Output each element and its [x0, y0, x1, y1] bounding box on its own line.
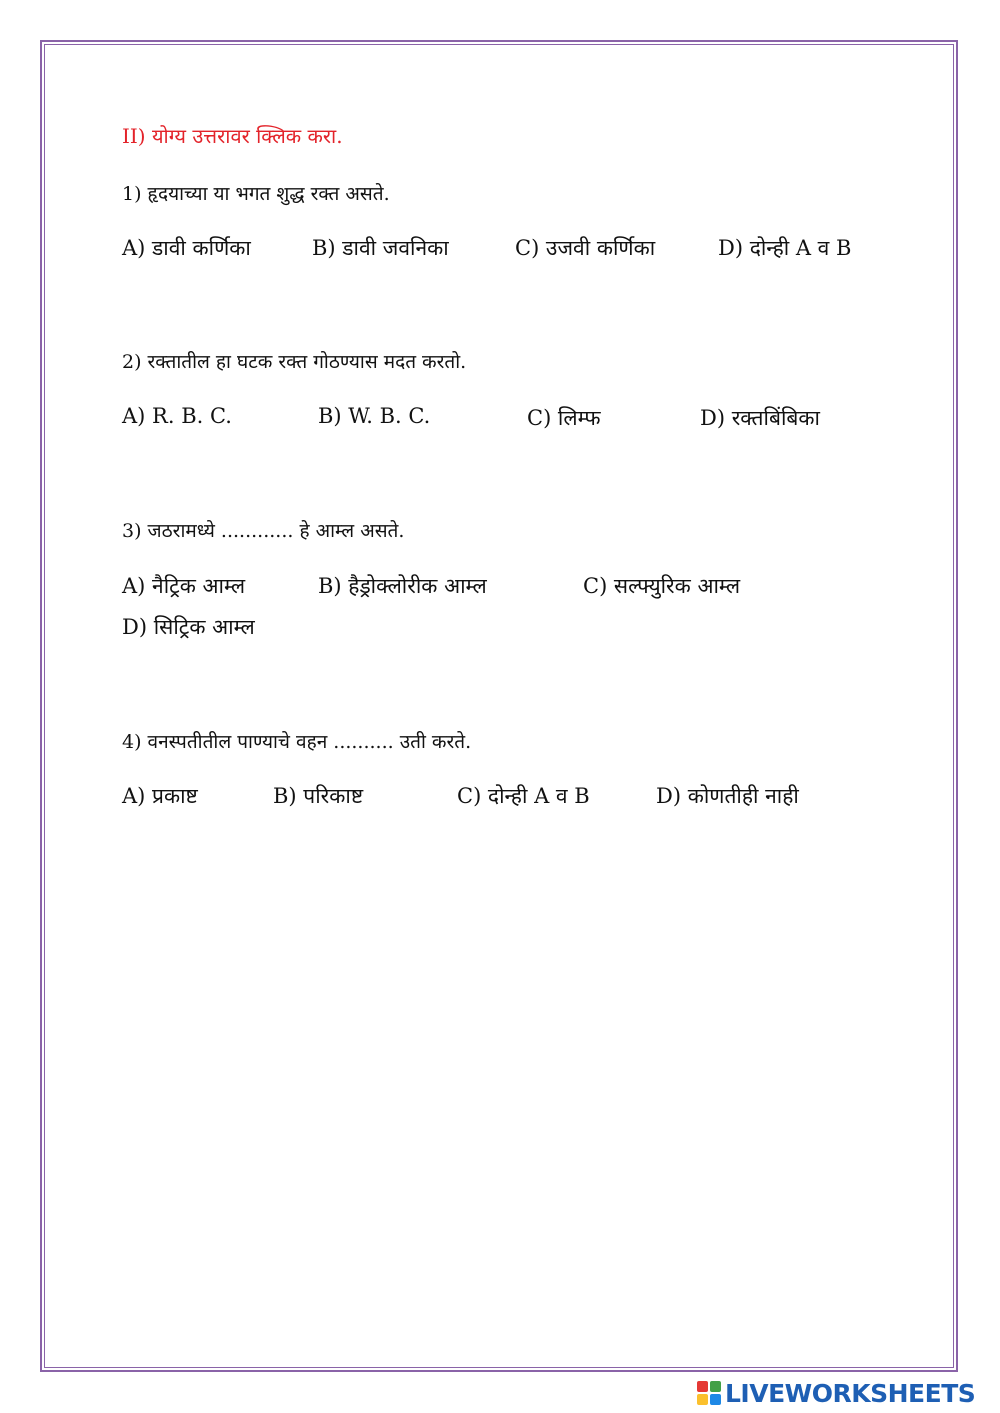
q3-option-b[interactable]: B) हैड्रोक्लोरीक आम्ल — [318, 574, 487, 598]
liveworksheets-logo-icon — [697, 1381, 721, 1405]
liveworksheets-logo[interactable] — [697, 1379, 975, 1407]
question-3: 3) जठरामध्ये ............ हे आम्ल असते. — [122, 520, 405, 542]
q3-option-d[interactable]: D) सिट्रिक आम्ल — [122, 615, 255, 639]
q2-option-d[interactable]: D) रक्तबिंबिका — [700, 406, 820, 430]
section-title: II) योग्य उत्तरावर क्लिक करा. — [122, 124, 343, 148]
question-1: 1) हृदयाच्या या भगत शुद्ध रक्त असते. — [122, 183, 390, 205]
q2-option-b[interactable]: B) W. B. C. — [318, 404, 431, 428]
q4-option-c[interactable]: C) दोन्ही A व B — [457, 784, 590, 808]
q1-option-b[interactable]: B) डावी जवनिका — [312, 236, 449, 260]
q1-option-a[interactable]: A) डावी कर्णिका — [122, 236, 251, 260]
logo-text: LIVEWORKSHEETS — [725, 1378, 976, 1408]
q3-option-c[interactable]: C) सल्फ्युरिक आम्ल — [583, 574, 741, 598]
q2-option-a[interactable]: A) R. B. C. — [122, 404, 232, 428]
q2-option-c[interactable]: C) लिम्फ — [527, 406, 601, 430]
q4-option-b[interactable]: B) परिकाष्ट — [273, 784, 364, 808]
question-2: 2) रक्तातील हा घटक रक्त गोठण्यास मदत करतो. — [122, 351, 467, 373]
q1-option-d[interactable]: D) दोन्ही A व B — [718, 236, 852, 260]
q1-option-c[interactable]: C) उजवी कर्णिका — [515, 236, 656, 260]
question-4: 4) वनस्पतीतील पाण्याचे वहन .......... उती करते. — [122, 731, 472, 753]
q4-option-a[interactable]: A) प्रकाष्ट — [122, 784, 198, 808]
q4-option-d[interactable]: D) कोणतीही नाही — [656, 784, 799, 808]
q3-option-a[interactable]: A) नैट्रिक आम्ल — [122, 574, 246, 598]
